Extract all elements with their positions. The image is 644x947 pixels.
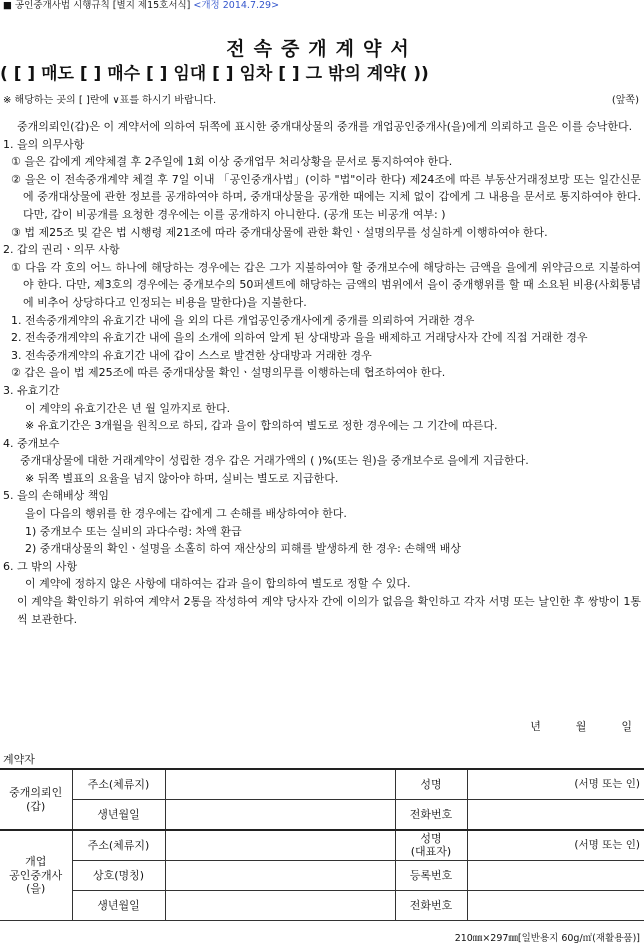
section-4-heading: 4. 중개보수 xyxy=(3,436,60,450)
clause-1-3: ③ 법 제25조 및 같은 법 시행령 제21조에 따라 중개대상물에 관한 확인ㆍ설명의무를 성실하게 이행하여야 한다. xyxy=(11,225,548,239)
agent-address-field[interactable] xyxy=(165,830,395,861)
clause-1-1: ① 을은 갑에게 계약체결 후 2주일에 1회 이상 중개업무 처리상황을 문서로 통지하여야 한다. xyxy=(11,155,453,169)
agent-firm-field[interactable] xyxy=(165,861,395,891)
signing-date-field[interactable]: 년 월 일 xyxy=(530,720,632,733)
form-law-ref: ■ 공인중개사법 시행규칙 [별지 제15호서식] xyxy=(3,0,191,11)
client-birth-label: 생년월일 xyxy=(72,800,165,831)
clause-2-2: ② 갑은 을이 법 제25조에 따른 중개대상물 확인ㆍ설명의무를 이행하는데 협조하여야 한다. xyxy=(11,366,446,380)
client-label: 중개의뢰인 (갑) xyxy=(0,769,72,830)
client-signature-field[interactable]: (서명 또는 인) xyxy=(467,769,644,800)
agent-reg-label: 등록번호 xyxy=(395,861,467,891)
contract-body xyxy=(3,118,641,628)
agent-address-label: 주소(체류지) xyxy=(72,830,165,861)
client-phone-field[interactable] xyxy=(467,800,644,831)
section-1-heading: 1. 을의 의무사항 xyxy=(3,137,85,151)
agent-name-label: 성명 (대표자) xyxy=(395,830,467,861)
agent-reg-field[interactable] xyxy=(467,861,644,891)
contract-type-line: ( [ ] 매도 [ ] 매수 [ ] 임대 [ ] 임차 [ ] 그 밖의 계약( )) xyxy=(0,64,429,84)
liability-item-2: 2) 중개대상물의 확인ㆍ설명을 소홀히 하여 재산상의 피해를 발생하게 한 경우: 손해액 배상 xyxy=(25,542,461,556)
validity-period-line: 이 계약의 유효기간은 년 월 일까지로 한다. xyxy=(25,401,231,415)
agent-birth-field[interactable] xyxy=(165,891,395,921)
fee-note: ※ 뒤쪽 별표의 요율을 넘지 않아야 하며, 실비는 별도로 지급한다. xyxy=(25,471,339,485)
document-title: 전속중개계약서 xyxy=(226,38,418,60)
client-address-field[interactable] xyxy=(165,769,395,800)
agent-signature-field[interactable]: (서명 또는 인) xyxy=(467,830,644,861)
liability-line: 을이 다음의 행위를 한 경우에는 갑에게 그 손해를 배상하여야 한다. xyxy=(25,507,347,521)
clause-2-1-item-1: 1. 전속중개계약의 유효기간 내에 을 외의 다른 개업공인중개사에게 중개를 의뢰하여 거래한 경우 xyxy=(11,313,475,327)
section-6-heading: 6. 그 밖의 사항 xyxy=(3,559,78,573)
agent-firm-label: 상호(명칭) xyxy=(72,861,165,891)
checkbox-notice: ※ 해당하는 곳의 [ ]란에 ∨표를 하시기 바랍니다. xyxy=(3,95,217,106)
other-matters-line: 이 계약에 정하지 않은 사항에 대하여는 갑과 을이 합의하여 별도로 정할 수 있다. xyxy=(25,577,411,591)
signers-table xyxy=(0,768,644,921)
page-side-label: (앞쪽) xyxy=(611,95,639,106)
agent-phone-label: 전화번호 xyxy=(395,891,467,921)
clause-2-1-item-2: 2. 전속중개계약의 유효기간 내에 을의 소개에 의하여 알게 된 상대방과 을을 배제하고 거래당사자 간에 직접 거래한 경우 xyxy=(11,331,588,345)
section-5-heading: 5. 을의 손해배상 책임 xyxy=(3,489,109,503)
clause-1-2: ② 을은 이 전속중개계약 체결 후 7일 이내 「공인중개사법」(이하 "법"이라 한다) 제24조에 따른 부동산거래정보망 또는 일간신문에 중개대상물에 관한 정보를 공개하여야 하며, 중개대상물을 공개한 때에는 지체 없이 갑에게 그 내용을 문서로 통지하여야 한다. 다만, 갑이 비공개를 요청한 경우에는 이를 공개하지 아니한다. (공개 또는 비공개 여부: ) xyxy=(11,172,641,221)
client-phone-label: 전화번호 xyxy=(395,800,467,831)
clause-2-1-item-3: 3. 전속중개계약의 유효기간 내에 갑이 스스로 발견한 상대방과 거래한 경우 xyxy=(11,348,372,362)
fee-line: 중개대상물에 대한 거래계약이 성립한 경우 갑은 거래가액의 ( )%(또는 원)을 중개보수로 을에게 지급한다. xyxy=(20,454,529,468)
client-birth-field[interactable] xyxy=(165,800,395,831)
section-3-heading: 3. 유효기간 xyxy=(3,383,60,397)
agent-birth-label: 생년월일 xyxy=(72,891,165,921)
intro-paragraph: 중개의뢰인(갑)은 이 계약서에 의하여 뒤쪽에 표시한 중개대상물의 중개를 개업공인중개사(을)에게 의뢰하고 을은 이를 승낙한다. xyxy=(17,120,633,133)
client-address-label: 주소(체류지) xyxy=(72,769,165,800)
revision-date: <개정 2014.7.29> xyxy=(193,0,280,11)
clause-2-1: ① 다음 각 호의 어느 하나에 해당하는 경우에는 갑은 그가 지불하여야 할 중개보수에 해당하는 금액을 을에게 위약금으로 지불하여야 한다. 다만, 제3호의 경우에는 중개보수의 50퍼센트에 해당하는 금액의 범위에서 을이 중개행위를 할 때 소요된 비용(사회통념에 비추어 상당하다고 인정되는 비용을 말한다)을 지불한다. xyxy=(11,260,641,309)
signers-label: 계약자 xyxy=(3,753,35,766)
closing-paragraph: 이 계약을 확인하기 위하여 계약서 2통을 작성하여 계약 당사자 간에 이의가 없음을 확인하고 각자 서명 또는 날인한 후 쌍방이 1통씩 보관한다. xyxy=(17,595,641,626)
client-name-label: 성명 xyxy=(395,769,467,800)
form-header xyxy=(3,0,279,12)
paper-spec-footer: 210㎜×297㎜[일반용지 60g/㎡(재활용품)] xyxy=(454,933,640,944)
validity-note: ※ 유효기간은 3개월을 원칙으로 하되, 갑과 을이 합의하여 별도로 정한 경우에는 그 기간에 따른다. xyxy=(25,419,498,433)
section-2-heading: 2. 갑의 권리ㆍ의무 사항 xyxy=(3,243,120,257)
agent-label: 개업 공인중개사 (을) xyxy=(0,830,72,921)
agent-phone-field[interactable] xyxy=(467,891,644,921)
liability-item-1: 1) 중개보수 또는 실비의 과다수령: 차액 환급 xyxy=(25,524,242,538)
